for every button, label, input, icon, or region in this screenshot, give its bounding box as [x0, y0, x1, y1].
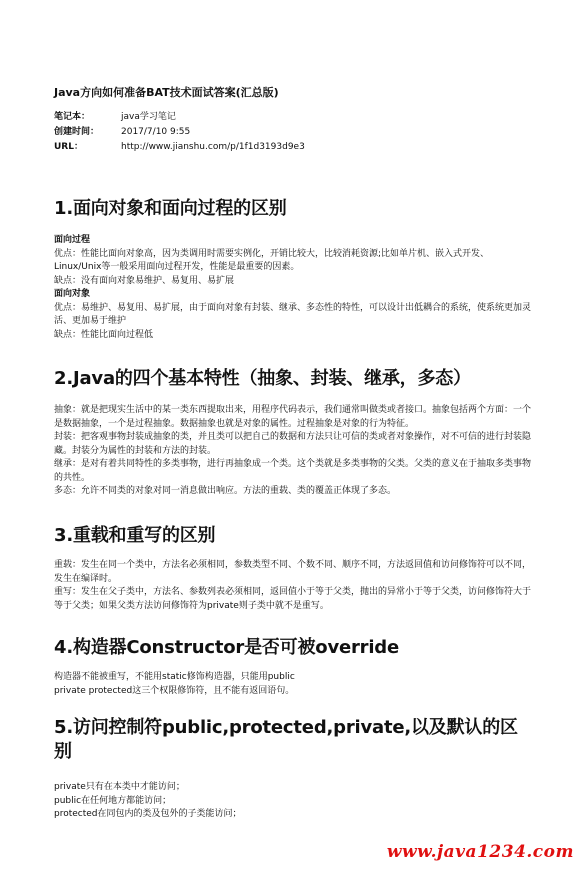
meta-notebook	[54, 110, 305, 125]
paragraph: 构造器不能被重写，不能用static修饰构造器，只能用public	[54, 672, 295, 682]
meta-created	[54, 125, 305, 140]
section-heading-3: 3.重载和重写的区别	[54, 525, 216, 546]
section-body-4	[54, 671, 532, 698]
paragraph: 重写：发生在父子类中，方法名、参数列表必须相同，返回值小于等于父类，抛出的异常小于等于父类，访问修饰符大于等于父类；如果父类方法访问修饰符为private则子类中就不是重写。	[54, 587, 532, 611]
paragraph: 抽象：就是把现实生活中的某一类东西提取出来，用程序代码表示，我们通常叫做类或者接口。抽象包括两个方面：一个是数据抽象，一个是过程抽象。数据抽象也就是对象的属性。过程抽象是对象的行为特征。	[54, 405, 532, 429]
paragraph: 多态：允许不同类的对象对同一消息做出响应。方法的重载、类的覆盖正体现了多态。	[54, 486, 397, 496]
meta-value: java学习笔记	[121, 112, 176, 122]
section-heading-2: 2.Java的四个基本特性（抽象、封装、继承，多态）	[54, 368, 471, 389]
watermark-logo: www.java1234.com	[386, 842, 574, 862]
paragraph: 优点：性能比面向对象高，因为类调用时需要实例化，开销比较大，比较消耗资源;比如单片机、嵌入式开发、Linux/Unix等一般采用面向过程开发，性能是最重要的因素。	[54, 248, 490, 272]
section-heading-1: 1.面向对象和面向过程的区别	[54, 198, 287, 219]
section-heading-4: 4.构造器Constructor是否可被override	[54, 637, 400, 658]
meta-value: 2017/7/10 9:55	[121, 127, 191, 137]
paragraph: 重载：发生在同一个类中，方法名必须相同，参数类型不同、个数不同、顺序不同，方法返回值和访问修饰符可以不同，发生在编译时。	[54, 560, 532, 584]
meta-url-link[interactable]: http://www.jianshu.com/p/1f1d3193d9e3	[121, 142, 305, 152]
section-body-5	[54, 781, 532, 822]
meta-key: 笔记本：	[54, 112, 91, 122]
meta-key: 创建时间：	[54, 127, 100, 137]
paragraph: 继承：是对有着共同特性的多类事物，进行再抽象成一个类。这个类就是多类事物的父类。父类的意义在于抽取多类事物的共性。	[54, 459, 532, 483]
meta-key: URL：	[54, 142, 83, 152]
section-body-1	[54, 234, 532, 342]
paragraph: private protected这三个权限修饰符，且不能有返回语句。	[54, 685, 295, 696]
paragraph: 缺点：性能比面向过程低	[54, 329, 154, 340]
meta-url	[54, 140, 305, 155]
section-body-2	[54, 404, 532, 499]
section-heading-5: 5.访问控制符public,protected,private,以及默认的区别	[54, 717, 518, 762]
paragraph: 封装：把客观事物封装成抽象的类，并且类可以把自己的数据和方法只让可信的类或者对象操作，对不可信的进行封装隐藏。封装分为属性的封装和方法的封装。	[54, 432, 532, 456]
paragraph: 优点：易维护、易复用、易扩展，由于面向对象有封装、继承、多态性的特性，可以设计出低耦合的系统，使系统更加灵活、更加易于维护	[54, 302, 532, 326]
document-title: Java方向如何准备BAT技术面试答案(汇总版)	[54, 86, 279, 99]
subheading: 面向过程	[54, 235, 91, 245]
subheading: 面向对象	[54, 289, 91, 299]
section-body-3	[54, 559, 532, 613]
paragraph: 缺点：没有面向对象易维护、易复用、易扩展	[54, 275, 235, 286]
note-meta	[54, 110, 305, 155]
paragraph: private只有在本类中才能访问；	[54, 782, 185, 792]
paragraph: public在任何地方都能访问；	[54, 795, 172, 806]
paragraph: protected在同包内的类及包外的子类能访问；	[54, 809, 242, 819]
